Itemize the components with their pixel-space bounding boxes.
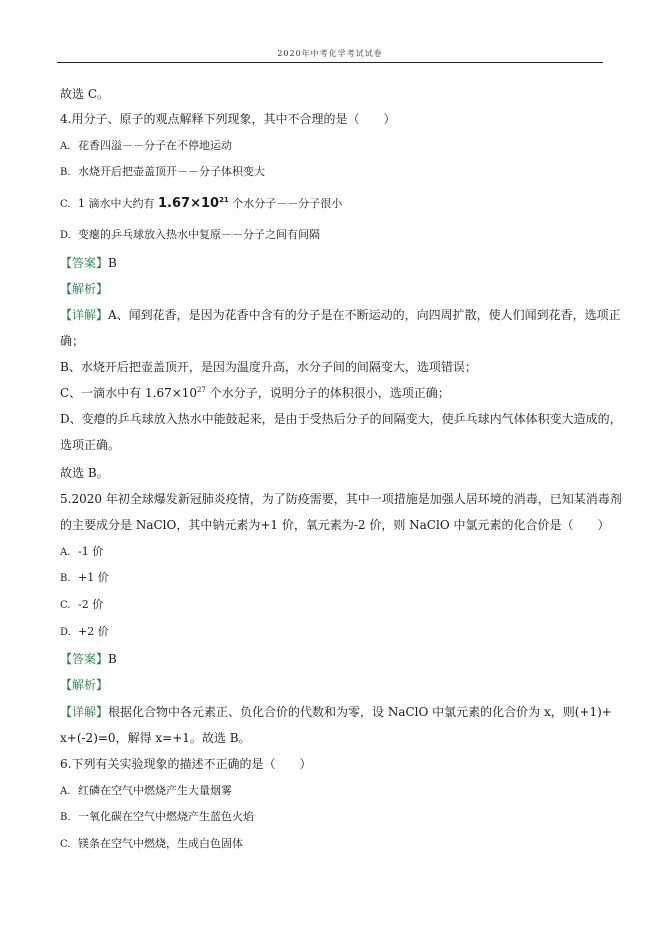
text-fragment: C、一滴水中有 1.67×10 [60,386,198,400]
text-line [60,384,450,401]
line-text: +1 价 [78,571,109,584]
text-line [60,306,621,323]
text-line [60,703,612,720]
option-letter: A. [60,786,71,797]
option-letter: D. [60,230,71,241]
line-text: 水烧开后把壶盖顶开－－分子体积变大 [78,165,265,178]
option-letter: C. [60,199,71,210]
text-line [60,254,117,271]
line-text: 一氧化碳在空气中燃烧产生蓝色火焰 [78,810,254,823]
option-letter: A. [60,141,71,152]
text-line [60,85,109,102]
section-label: 【解析】 [60,678,109,692]
text-line [60,808,254,824]
line-text: 4.用分子、原子的观点解释下列现象，其中不合理的是（ ） [60,112,396,126]
section-label: 【详解】 [60,705,109,719]
text-line [60,650,117,667]
text-line [60,436,120,453]
line-text: B [108,652,117,666]
line-text: D、变瘪的乒乓球放入热水中能鼓起来，是由于受热后分子的间隔变大，使乒乓球内气体体积变大造成的， [60,412,622,426]
option-letter: D. [60,627,71,638]
line-text: 红磷在空气中燃烧产生大量烟雾 [78,784,232,797]
option-letter: C. [60,839,71,850]
header-divider [57,62,603,63]
line-text: 故选 B。 [60,466,109,480]
text-line [60,163,265,179]
text-fragment: 个水分子－－分子很小 [228,197,343,210]
line-text: A、闻到花香，是因为花香中含有的分子是在不断运动的，向四周扩散，使人们闻到花香，选项正 [108,308,621,322]
text-line [60,226,320,242]
text-line [60,729,251,746]
text-line [60,623,109,639]
line-text: 选项正确。 [60,438,121,452]
line-text: -2 价 [78,598,104,611]
section-label: 【解析】 [60,282,109,296]
option-letter: B. [60,573,71,584]
text-line [60,195,342,211]
text-fragment: 个水分子，说明分子的体积很小，选项正确； [205,386,450,400]
text-line [60,358,477,375]
page-header-title: 2020年中考化学考试试卷 [277,49,383,58]
text-line [60,676,108,693]
text-line [60,280,108,297]
section-label: 【详解】 [60,308,109,322]
text-fragment: 1 滴水中大约有 [78,197,158,210]
text-line [60,410,622,427]
exponent: 27 [197,386,206,394]
text-line [60,464,109,481]
option-letter: B. [60,812,71,823]
section-label: 【答案】 [60,256,109,270]
option-letter: A. [60,547,71,558]
text-line [60,596,103,612]
line-text: x+(-2)=0，解得 x=+1。故选 B。 [60,731,251,745]
text-line [60,835,243,851]
line-text: B [108,256,117,270]
text-line [60,516,609,533]
text-line [60,543,103,559]
line-text: +2 价 [78,625,109,638]
text-line [60,110,395,127]
text-line [60,782,232,798]
line-text: B、水烧开后把壶盖顶开，是因为温度升高，水分子间的间隔变大，选项错误； [60,360,477,374]
line-text: 镁条在空气中燃烧，生成白色固体 [78,837,243,850]
line-text: 6.下列有关实验现象的描述不正确的是（ ） [60,757,312,771]
line-text: 5.2020 年初全球爆发新冠肺炎疫情，为了防疫需要，其中一项措施是加强人居环境的消毒，已知某消毒剂 [60,492,622,506]
exponent: 21 [219,196,229,204]
line-text: 花香四溢－－分子在不停地运动 [78,139,232,152]
text-line [60,137,232,153]
option-letter: C. [60,600,71,611]
text-line [60,569,109,585]
number-value: 1.67×10 [158,196,220,211]
text-line [60,490,622,507]
line-text: 的主要成分是 NaClO，其中钠元素为+1 价，氧元素为-2 价，则 NaClO 中氯元素的化合价是（ ） [60,518,610,532]
option-letter: B. [60,167,71,178]
line-text: 变瘪的乒乓球放入热水中复原－－分子之间有间隔 [78,228,320,241]
text-line [60,755,311,772]
line-text: 故选 C。 [60,87,109,101]
text-line [60,332,84,349]
line-text: -1 价 [78,545,104,558]
line-text: 根据化合物中各元素正、负化合价的代数和为零，设 NaClO 中氯元素的化合价为 x，则(+1)+ [108,705,612,719]
section-label: 【答案】 [60,652,109,666]
line-text: 确； [60,334,85,348]
